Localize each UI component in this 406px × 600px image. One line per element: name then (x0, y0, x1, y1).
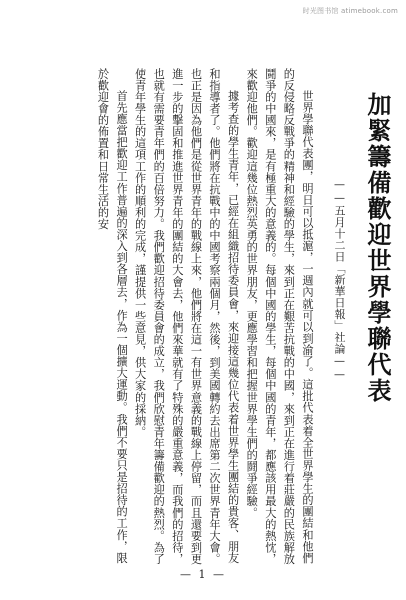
watermark: 时光图书馆 atimebook.com (302, 7, 398, 15)
page-number: — 1 — (180, 568, 226, 581)
article-byline: ——五月十二日「新華日報」社論—— (333, 178, 346, 382)
article-page (60, 68, 394, 568)
article-title: 加緊籌備歡迎世界學聯代表 (363, 92, 392, 404)
paragraph-1: 世界學聯代表團，明日可以抵滬，一週內就可以到渝了。這批代表着全世界學生的團結和他們的反侵略反戰爭的精神和經驗的學生，來到正在艱苦抗戰的中國，來到正在進行着莊嚴的民族解放鬪爭的中國來，是有極重大的意義的。每個中國的學生，每個中國的青年，都應該用最大的熱忱，來歡迎他們。歡迎這幾位熱烈英勇的世界朋友，更應學習和把握世界學生們的鬪爭經驗。 (245, 68, 314, 565)
paragraph-3: 首先應當把歡迎工作普遍的深入到各層去，作為一個擴大運動。我們不要只是招待的工作，限於歡迎會的佈置和日常生活的安 (96, 68, 129, 564)
paragraph-2: 據考查的學生青年，已經在組織招待委員會，來迎接這幾位代表着世界學生團結的貴客、朋友和指導者了。他們將在抗戰中的中國考察兩個月，然後，到美國轉約去出席第二次世界青年大會。也正是因為他們是從世界青年的戰線上來，他們將在這一有世界意義的戰線上停留，而且還要到更進一步的擊固和推進世界青年的團結的大會去，他們來華就有了特殊的嚴重意義，而我們的招待，也就有需要青年們的百倍努力。我們歡迎招待委員會的成立，我們欣慰青年籌備歡迎的熱烈。為了使青年學生的這項工作的順利的完成，謹提供一些意見，供大家的採納。 (133, 68, 240, 565)
